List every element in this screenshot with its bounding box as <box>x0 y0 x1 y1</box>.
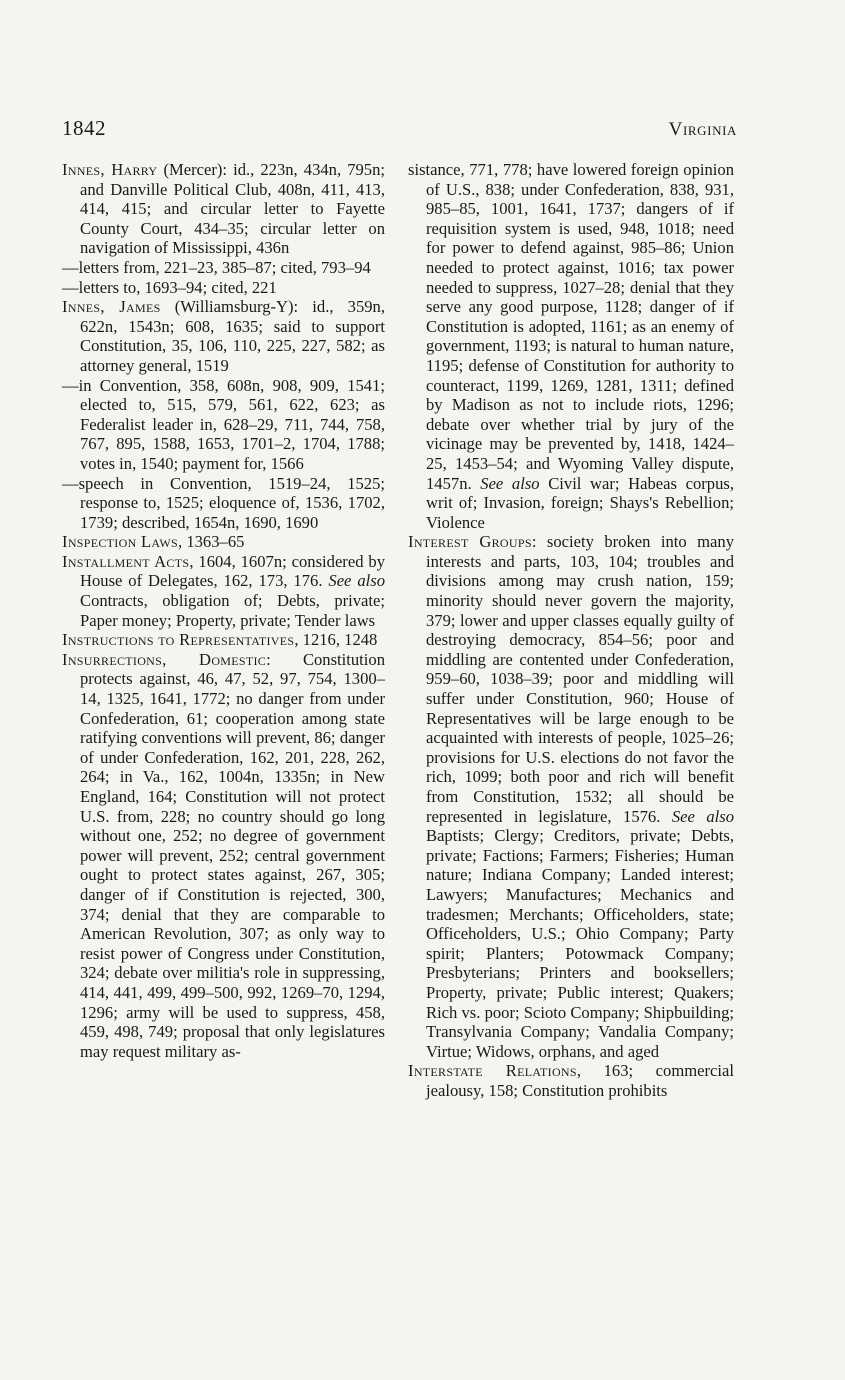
index-entry <box>408 532 734 1061</box>
index-entry <box>62 376 385 474</box>
index-entry <box>62 258 385 278</box>
entry-text: , 1604, 1607n; considered by House of Delegates, 162, 173, 176. <box>80 551 385 591</box>
index-entry <box>62 552 385 630</box>
entry-text: —in Convention, 358, 608n, 908, 909, 1541; elected to, 515, 579, 561, 622, 623; as Federalist leader in, 628–29, 711, 744, 758, 767, 895, 1588, 1653, 1701–2, 1704, 1788; votes in, 1540; payment for, 1566 <box>62 375 385 473</box>
entry-heading: Inspection Laws <box>62 532 179 552</box>
page-number: 1842 <box>62 116 106 140</box>
entry-heading: Instructions to Representatives <box>62 630 295 650</box>
entry-text: sistance, 771, 778; have lowered foreign opinion of U.S., 838; under Confederation, 838, 931, 985–85, 1001, 1641, 1737; dangers of if requisition system is used, 948, 1018; need for power to defend against, 985–86; Union needed to protect against, 1016; tax power needed to suppress, 1027–28; denial that they serve any good purpose, 1128; danger of if Constitution is adopted, 1161; as an enemy of government, 1193; is natural to human nature, 1195; defense of Constitution for authority to counteract, 1199, 1269, 1281, 1311; defined by Madison as not to include riots, 1296; debate over whether trial by jury of the vicinage may be prevented by, 1418, 1424–25, 1453–54; and Wyoming Valley dispute, 1457n. <box>408 160 734 493</box>
section-title: Virginia <box>668 119 737 140</box>
index-entry <box>62 650 385 1061</box>
index-entry <box>62 532 385 552</box>
entry-heading: Insurrections, Domestic <box>62 649 267 669</box>
entry-text: : Constitution protects against, 46, 47, 52, 97, 754, 1300–14, 1325, 1641, 1772; no danger from under Confederation, 61; cooperation among state ratifying conventions will prevent, 86; danger of under Confederation, 162, 201, 228, 262, 264; in Va., 162, 1004n, 1335n; in New England, 164; Constitution will not protect U.S. from, 228; no country should go long without one, 252; no degree of government power will prevent, 252; central government ought to protect states against, 267, 305; danger of if Constitution is rejected, 300, 374; denial that they are comparable to American Revolution, 307; as only way to resist power of Congress under Constitution, 324; debate over militia's role in suppressing, 414, 441, 499, 499–500, 992, 1269–70, 1294, 1296; army will be used to suppress, 458, 459, 498, 749; proposal that only legislatures may request military as- <box>80 649 385 1061</box>
index-entry <box>62 278 385 298</box>
entry-heading: Installment Acts <box>62 551 190 571</box>
see-also-label: See also <box>671 806 734 826</box>
see-also-label: See also <box>480 473 540 493</box>
entry-text: —letters from, 221–23, 385–87; cited, 793–94 <box>62 257 371 277</box>
index-entry <box>408 1061 734 1100</box>
see-also-label: See also <box>328 571 385 591</box>
entry-text: , 163; commercial jealousy, 158; Constitution prohibits <box>426 1061 734 1100</box>
index-column-left <box>62 160 385 1061</box>
index-entry <box>62 630 385 650</box>
entry-text: —speech in Convention, 1519–24, 1525; response to, 1525; eloquence of, 1536, 1702, 1739; described, 1654n, 1690, 1690 <box>62 473 385 532</box>
entry-heading: Innes, Harry <box>62 160 158 179</box>
entry-text: —letters to, 1693–94; cited, 221 <box>62 277 277 297</box>
entry-text: (Williamsburg-Y): id., 359n, 622n, 1543n; 608, 1635; said to support Constitution, 35, 106, 110, 225, 227, 582; as attorney general, 1519 <box>80 297 385 375</box>
entry-cross-references: Baptists; Clergy; Creditors, private; Debts, private; Factions; Farmers; Fisheries; Human nature; Indiana Company; Landed interest; Lawyers; Manufactures; Mechanics and tradesmen; Merchants; Officeholders, state; Officeholders, U.S.; Ohio Company; Party spirit; Planters; Potowmack Company; Presbyterians; Printers and booksellers; Property, private; Public interest; Quakers; Rich vs. poor; Scioto Company; Shipbuilding; Transylvania Company; Vandalia Company; Virtue; Widows, orphans, and aged <box>426 826 734 1061</box>
entry-text: (Mercer): id., 223n, 434n, 795n; and Danville Political Club, 408n, 411, 413, 414, 415; and circular letter to Fayette County Court, 434–35; circular letter on navigation of Mississippi, 436n <box>80 160 386 258</box>
entry-heading: Interest Groups <box>408 532 532 552</box>
entry-heading: Interstate Relations <box>408 1061 577 1081</box>
entry-cross-references: Civil war; Habeas corpus, writ of; Invasion, foreign; Shays's Rebellion; Violence <box>426 473 735 532</box>
index-entry <box>62 297 385 375</box>
entry-text: , 1216, 1248 <box>294 630 378 650</box>
index-entry <box>62 474 385 533</box>
entry-text: : society broken into many interests and parts, 103, 104; troubles and divisions among may crush nation, 159; minority should never govern the majority, 379; lower and upper classes equally guilty of destroying democracy, 854–56; poor and middling are contented under Confederation, 959–60, 1038–39; poor and middling will suffer under Constitution, 960; House of Representatives will be large enough to be acquainted with interests of people, 1025–26; provisions for U.S. elections do not favor the rich, 1099; both poor and rich will benefit from Constitution, 1532; all should be represented in legislature, 1576. <box>426 532 734 826</box>
entry-text: , 1363–65 <box>178 532 245 552</box>
index-entry <box>62 160 385 258</box>
index-column-right <box>408 160 734 1101</box>
entry-heading: Innes, James <box>62 297 161 317</box>
entry-cross-references: Contracts, obligation of; Debts, private; Paper money; Property, private; Tender laws <box>80 591 385 630</box>
index-entry-continuation <box>408 160 734 532</box>
running-head <box>62 116 737 141</box>
